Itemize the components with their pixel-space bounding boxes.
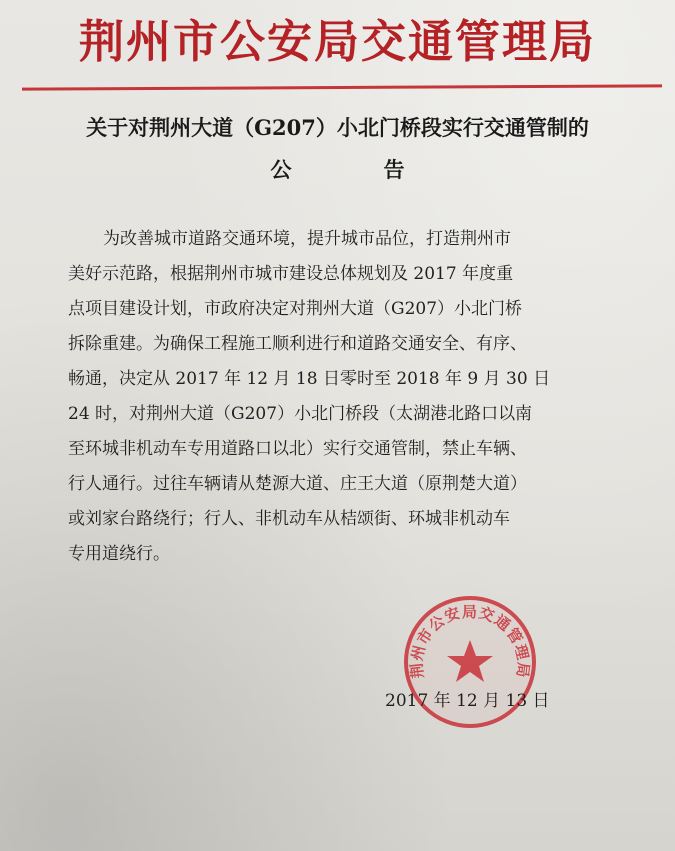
notice-body xyxy=(68,222,588,572)
body-line: 至环城非机动车专用道路口以北）实行交通管制，禁止车辆、 xyxy=(68,439,527,459)
letterhead-title: 荆州市公安局交通管理局 xyxy=(78,15,596,68)
body-line: 畅通，决定从 2017 年 12 月 18 日零时至 2018 年 9 月 30 日 xyxy=(68,369,551,389)
body-line: 专用道绕行。 xyxy=(68,544,170,564)
notice-title-line2: 公告 xyxy=(270,157,497,182)
notice-date: 2017 年 12 月 13 日 xyxy=(385,691,550,711)
body-line: 为改善城市道路交通环境，提升城市品位，打造荆州市 xyxy=(103,229,511,249)
letterhead-divider xyxy=(22,84,662,90)
notice-title-line1: 关于对荆州大道（G207）小北门桥段实行交通管制的 xyxy=(86,115,589,140)
body-line: 行人通行。过往车辆请从楚源大道、庄王大道（原荆楚大道） xyxy=(68,474,527,494)
body-line: 24 时，对荆州大道（G207）小北门桥段（太湖港北路口以南 xyxy=(68,404,533,424)
body-line: 美好示范路，根据荆州市城市建设总体规划及 2017 年度重 xyxy=(68,264,514,284)
body-line: 或刘家台路绕行；行人、非机动车从桔颂街、环城非机动车 xyxy=(68,509,510,529)
body-line: 拆除重建。为确保工程施工顺利进行和道路交通安全、有序、 xyxy=(68,334,527,354)
svg-text:荆州市公安局交通管理局: 荆州市公安局交通管理局 xyxy=(407,602,533,680)
body-line: 点项目建设计划，市政府决定对荆州大道（G207）小北门桥 xyxy=(68,299,523,319)
